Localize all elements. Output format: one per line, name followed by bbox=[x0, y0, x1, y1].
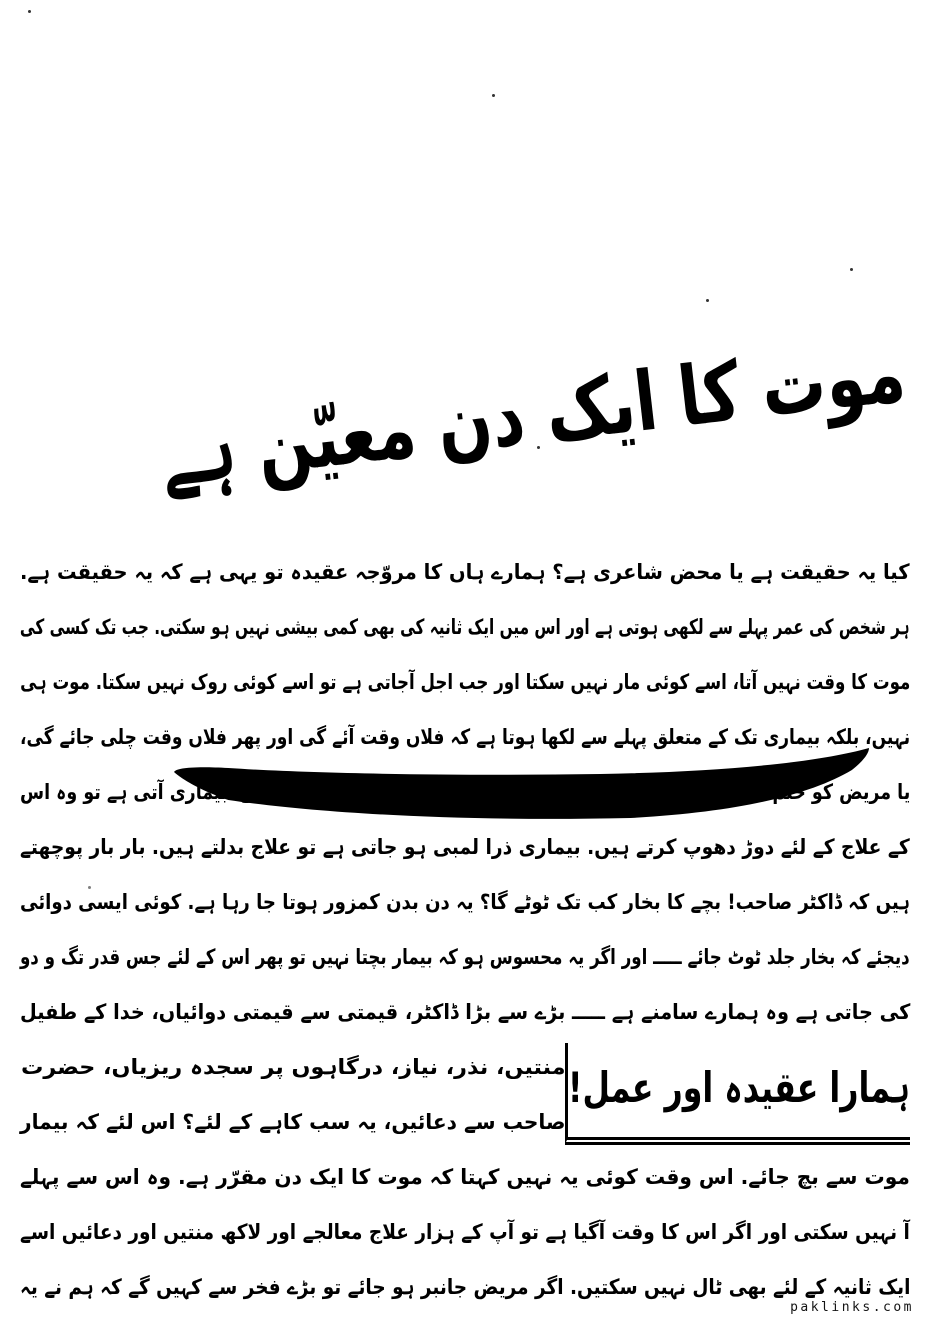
body-line-text: ایک ثانیہ کے لئے بھی ٹال نہیں سکتیں. اگر مریض جانبر ہو جائے تو بڑے فخر سے کہیں گے کہ ہم نے یہ bbox=[19, 1275, 910, 1299]
body-line bbox=[20, 600, 910, 655]
section-heading-text: ہمارا عقیدہ اور عمل! bbox=[567, 1063, 910, 1112]
scan-speck bbox=[850, 268, 853, 271]
body-line bbox=[20, 1040, 565, 1095]
body-line-text: موت کا وقت نہیں آتا، اسے کوئی مار نہیں سکتا اور جب اجل آجاتی ہے تو اسے کوئی روک نہیں سکتا. موت ہی bbox=[19, 670, 910, 694]
wrapped-text-column bbox=[20, 1040, 565, 1150]
body-line-text: نہیں، بلکہ بیماری تک کے متعلق پہلے سے لکھا ہوتا ہے کہ فلاں وقت آئے گی اور پھر فلاں وقت چلی جائے گی، bbox=[19, 725, 910, 749]
section-heading bbox=[568, 1043, 910, 1133]
body-line-text: موت سے بچ جائے. اس وقت کوئی یہ نہیں کہتا کہ موت کا ایک دن مقرّر ہے. وہ اس سے پہلے bbox=[20, 1165, 910, 1189]
article-body bbox=[20, 545, 910, 1315]
body-line bbox=[20, 1260, 910, 1315]
watermark-text: paklinks.com bbox=[790, 1300, 914, 1315]
body-line-text: منتیں، نذر، نیاز، درگاہوں پر سجدہ ریزیاں، حضرت bbox=[20, 1055, 565, 1079]
scan-speck bbox=[492, 94, 495, 97]
inset-section bbox=[20, 1040, 910, 1150]
body-line bbox=[20, 1205, 910, 1260]
page-title-text: موت کا ایک دن معیّن ہے bbox=[155, 325, 910, 505]
body-line-text: ہیں کہ ڈاکٹر صاحب! بچے کا بخار کب تک ٹوٹے گا؟ یہ دن بدن کمزور ہوتا جا رہا ہے. کوئی ایسی دوائی bbox=[20, 890, 910, 914]
page-title-calligraphy bbox=[155, 319, 911, 513]
body-line bbox=[20, 875, 910, 930]
body-line bbox=[20, 710, 910, 765]
body-line bbox=[20, 655, 910, 710]
title-block bbox=[0, 300, 930, 540]
body-line-text: صاحب سے دعائیں، یہ سب کاہے کے لئے؟ اس لئے کہ بیمار bbox=[19, 1110, 565, 1134]
body-line-text: کے علاج کے لئے دوڑ دھوپ کرتے ہیں. بیماری ذرا لمبی ہو جاتی ہے تو علاج بدلتے ہیں. بار بار پوچھتے bbox=[20, 835, 910, 859]
body-line-text: کیا یہ حقیقت ہے یا محض شاعری ہے؟ ہمارے ہاں کا مروّجہ عقیدہ تو یہی ہے کہ یہ حقیقت ہے. bbox=[20, 560, 910, 584]
body-line bbox=[20, 545, 910, 600]
body-line bbox=[20, 765, 910, 820]
body-line bbox=[20, 1150, 910, 1205]
inset-heading-box bbox=[565, 1043, 910, 1145]
body-line-text: ہر شخص کی عمر پہلے سے لکھی ہوتی ہے اور اس میں ایک ثانیہ کی بھی کمی بیشی نہیں ہو سکتی. جب تک کسی کی bbox=[20, 615, 910, 639]
body-line-text: دیجئے کہ بخار جلد ٹوٹ جائے ـــــ اور اگر یہ محسوس ہو کہ بیمار بچتا نہیں تو پھر اس کے لئے جس قدر تگ و دو bbox=[20, 945, 910, 969]
body-line-text: یا مریض کو ختم کر دے گی. لیکن اس قسم کا عقیدہ رکھنے والوں کو آپ دیکھئے. بیماری آتی ہے تو وہ اس bbox=[19, 780, 910, 804]
body-line bbox=[20, 985, 910, 1040]
body-line-text: کی جاتی ہے وہ ہمارے سامنے ہے ـــــ بڑے سے بڑا ڈاکٹر، قیمتی سے قیمتی دوائیاں، خدا کے طفیل bbox=[19, 1000, 910, 1024]
body-line bbox=[20, 930, 910, 985]
scan-speck bbox=[28, 10, 31, 13]
body-line bbox=[20, 1095, 565, 1150]
body-line bbox=[20, 820, 910, 875]
watermark bbox=[790, 1300, 914, 1315]
body-line-text: آ نہیں سکتی اور اگر اس کا وقت آگیا ہے تو آپ کے ہزار علاج معالجے اور لاکھ منتیں اور دعائیں اسے bbox=[20, 1220, 910, 1244]
